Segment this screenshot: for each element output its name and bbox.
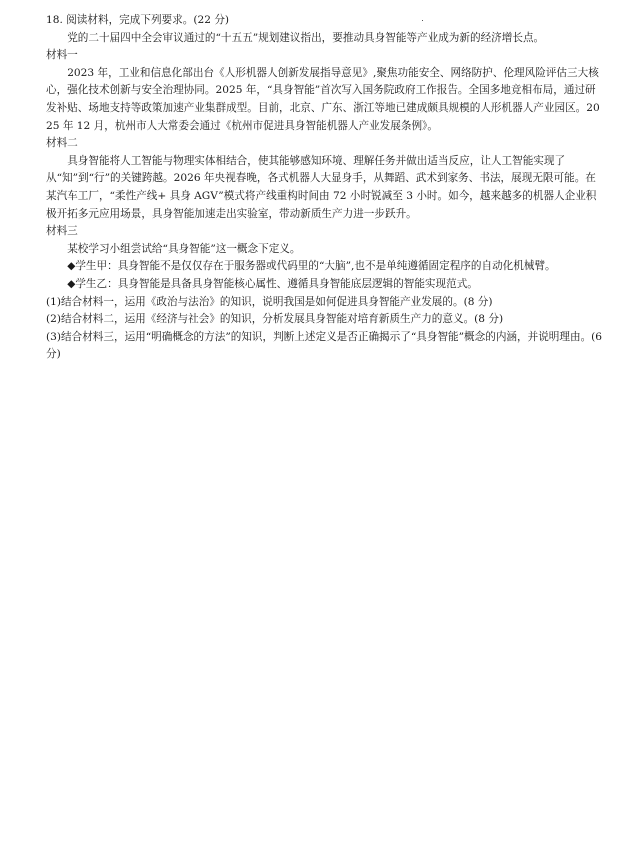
question-header: 18. 阅读材料，完成下列要求。(22 分) (46, 14, 230, 26)
material-3-title: 材料三 (46, 225, 78, 238)
student-b-definition: ◆学生乙：具身智能是具备具身智能核心属性、遵循具身智能底层逻辑的智能实现范式。 (67, 277, 478, 290)
task-1: (1)结合材料一，运用《政治与法治》的知识，说明我国是如何促进具身智能产业发展的。(8 分) (46, 295, 493, 308)
material-2-title: 材料二 (46, 137, 78, 150)
material-1-title: 材料一 (46, 49, 78, 62)
question-intro: 党的二十届四中全会审议通过的“十五五”规划建议指出，要推动具身智能等产业成为新的经济增长点。 (67, 31, 545, 44)
student-a-definition: ◆学生甲：具身智能不是仅仅存在于服务器或代码里的“大脑”,也不是单纯遵循固定程序的自动化机械臂。 (67, 260, 556, 273)
question-page (46, 12, 606, 364)
material-3-body: 某校学习小组尝试给“具身智能”这一概念下定义。 (67, 242, 301, 255)
material-2-body: 具身智能将人工智能与物理实体相结合，使其能够感知环境、理解任务并做出适当反应，让人工智能实现了从“知”到“行”的关键跨越。2026 年央视春晚，各式机器人大显身手，从舞蹈、武术到家务、书法，展现无限可能。在某汽车工厂，“柔性产线+ 具身 AGV”模式将产线重构时间由 72 小时锐减至 3 小时。如今，越来越多的机器人企业积极开拓多元应用场景，具身智能加速走出实验室，带动新质生产力进一步跃升。 (46, 154, 597, 220)
task-2: (2)结合材料二，运用《经济与社会》的知识，分析发展具身智能对培育新质生产力的意义。(8 分) (46, 313, 504, 326)
material-1-body: 2023 年，工业和信息化部出台《人形机器人创新发展指导意见》,聚焦功能安全、网络防护、伦理风险评估三大核心，强化技术创新与安全治理协同。2025 年，“具身智能”首次写入国务院政府工作报告。全国多地竞相布局，通过研发补贴、场地支持等政策加速产业集群成型。目前，北京、广东、浙江等地已建成颇具规模的人形机器人产业园区。2025 年 12 月，杭州市人大常委会通过《杭州市促进具身智能机器人产业发展条例》。 (46, 66, 600, 132)
task-3: (3)结合材料三，运用“明确概念的方法”的知识，判断上述定义是否正确揭示了“具身智能”概念的内涵，并说明理由。(6 分) (46, 330, 603, 361)
